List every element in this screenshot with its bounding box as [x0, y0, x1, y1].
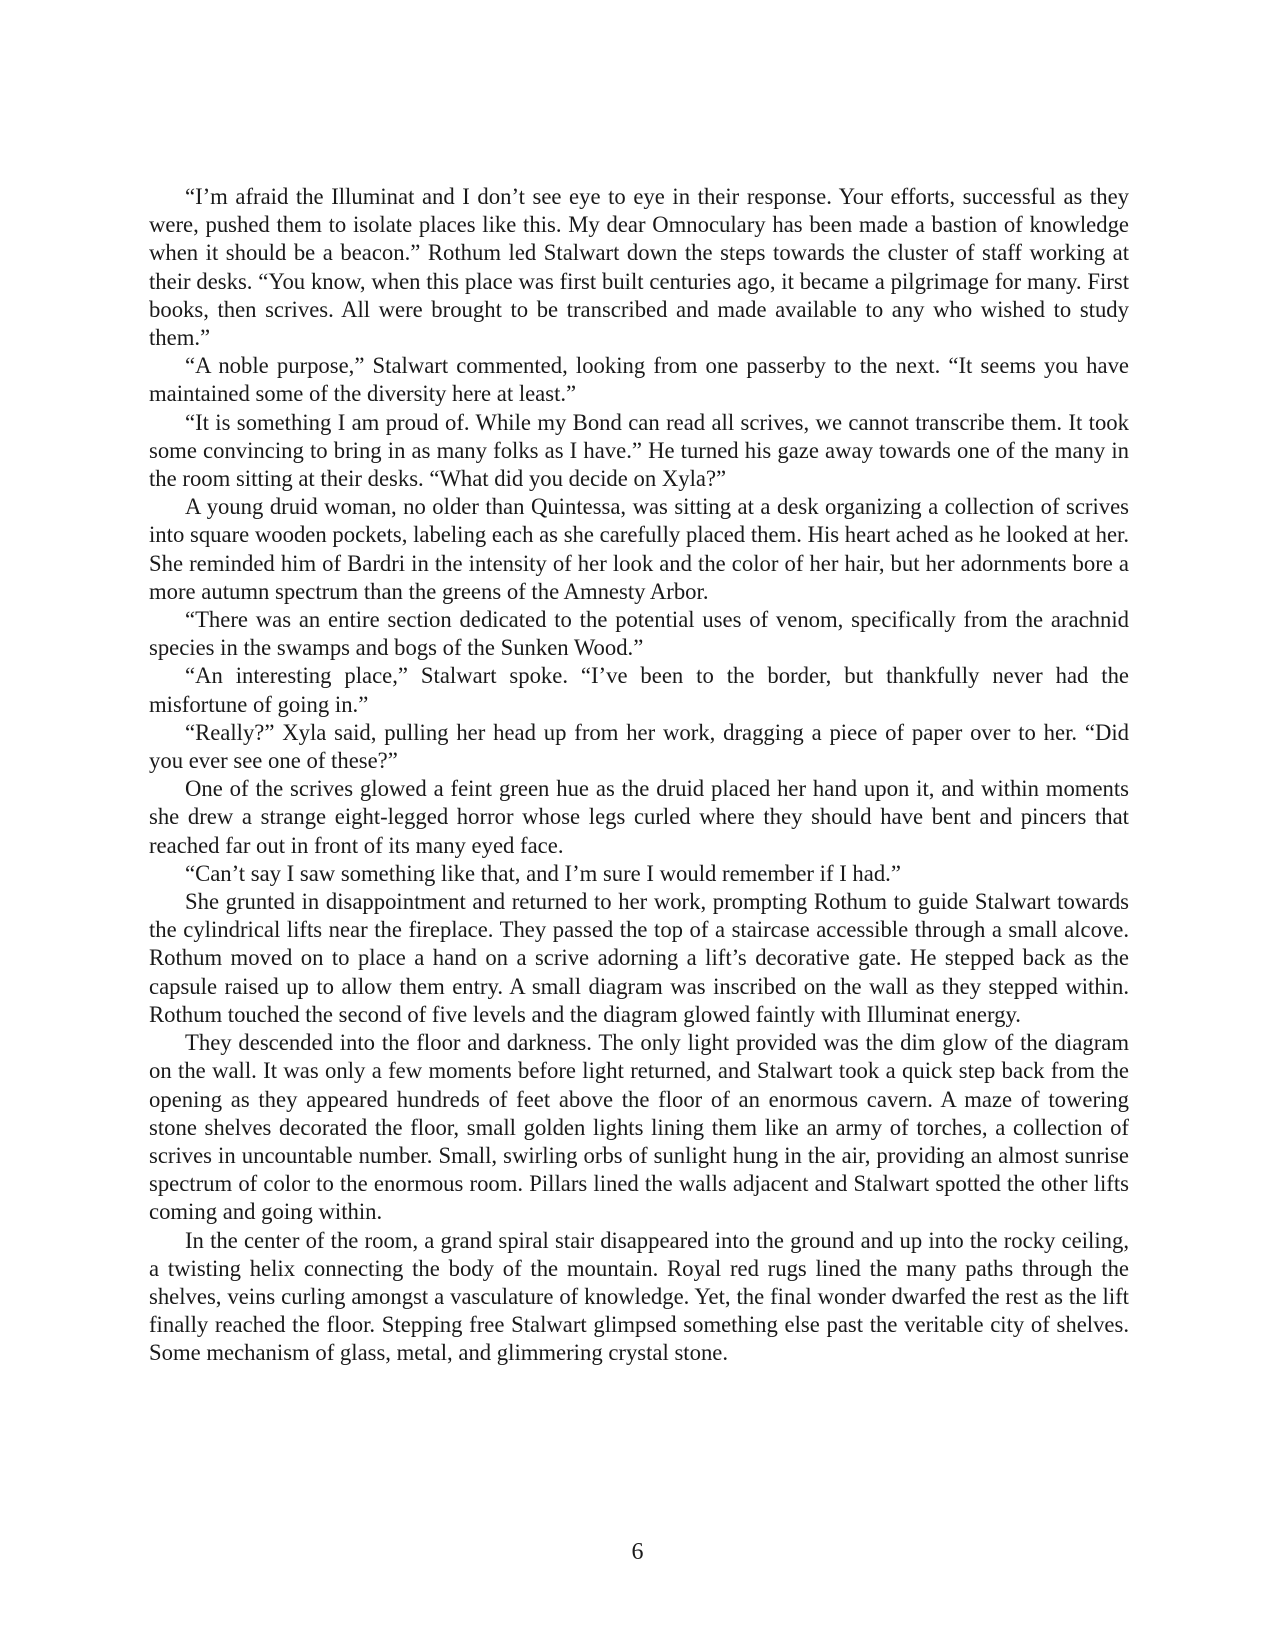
paragraph: “Can’t say I saw something like that, and I’m sure I would remember if I had.”: [185, 860, 901, 886]
page-number: 6: [631, 1539, 644, 1565]
paragraph: One of the scrives glowed a feint green hue as the druid placed her hand upon it, and within moments she drew a strange eight-legged horror whose legs curled where they should have bent and pincers that reached far out in front of its many eyed face.: [149, 776, 1129, 858]
paragraph: “It is something I am proud of. While my Bond can read all scrives, we cannot transcribe them. It took some convincing to bring in as many folks as I have.” He turned his gaze away towards one of the many in the room sitting at their desks. “What did you decide on Xyla?”: [149, 409, 1129, 492]
page-body: [149, 183, 1129, 1443]
paragraph: “A noble purpose,” Stalwart commented, looking from one passerby to the next. “It seems you have maintained some of the diversity here at least.”: [149, 353, 1129, 407]
paragraph: “I’m afraid the Illuminat and I don’t see eye to eye in their response. Your efforts, successful as they were, pushed them to isolate places like this. My dear Omnoculary has been made a bastion of knowledge when it should be a beacon.” Rothum led Stalwart down the steps towards the cluster of staff working at their desks. “You know, when this place was first built centuries ago, it became a pilgrimage for many. First books, then scrives. All were brought to be transcribed and made available to any who wished to study them.”: [149, 184, 1129, 351]
paragraph: In the center of the room, a grand spiral stair disappeared into the ground and up into the rocky ceiling, a twisting helix connecting the body of the mountain. Royal red rugs lined the many paths through the shelves, veins curling amongst a vasculature of knowledge. Yet, the final wonder dwarfed the rest as the lift finally reached the floor. Stepping free Stalwart glimpsed something else past the veritable city of shelves. Some mechanism of glass, metal, and glimmering crystal stone.: [149, 1227, 1129, 1366]
paragraph: They descended into the floor and darkness. The only light provided was the dim glow of the diagram on the wall. It was only a few moments before light returned, and Stalwart took a quick step back from the opening as they appeared hundreds of feet above the floor of an enormous cavern. A maze of towering stone shelves decorated the floor, small golden lights lining them like an army of torches, a collection of scrives in uncountable number. Small, swirling orbs of sunlight hung in the air, providing an almost sunrise spectrum of color to the enormous room. Pillars lined the walls adjacent and Stalwart spotted the other lifts coming and going within.: [149, 1030, 1129, 1225]
paragraph: She grunted in disappointment and returned to her work, prompting Rothum to guide Stalwart towards the cylindrical lifts near the fireplace. They passed the top of a staircase accessible through a small alcove. Rothum moved on to place a hand on a scrive adorning a lift’s decorative gate. He stepped back as the capsule raised up to allow them entry. A small diagram was inscribed on the wall as they stepped within. Rothum touched the second of five levels and the diagram glowed faintly with Illuminat energy.: [149, 889, 1129, 1027]
paragraph: “There was an entire section dedicated to the potential uses of venom, specifically from the arachnid species in the swamps and bogs of the Sunken Wood.”: [149, 607, 1129, 661]
paragraph: A young druid woman, no older than Quintessa, was sitting at a desk organizing a collection of scrives into square wooden pockets, labeling each as she carefully placed them. His heart ached as he looked at her. She reminded him of Bardri in the intensity of her look and the color of her hair, but her adornments bore a more autumn spectrum than the greens of the Amnesty Arbor.: [149, 494, 1129, 604]
paragraph: “Really?” Xyla said, pulling her head up from her work, dragging a piece of paper over to her. “Did you ever see one of these?”: [149, 719, 1129, 774]
paragraph: “An interesting place,” Stalwart spoke. “I’ve been to the border, but thankfully never had the misfortune of going in.”: [149, 663, 1129, 717]
